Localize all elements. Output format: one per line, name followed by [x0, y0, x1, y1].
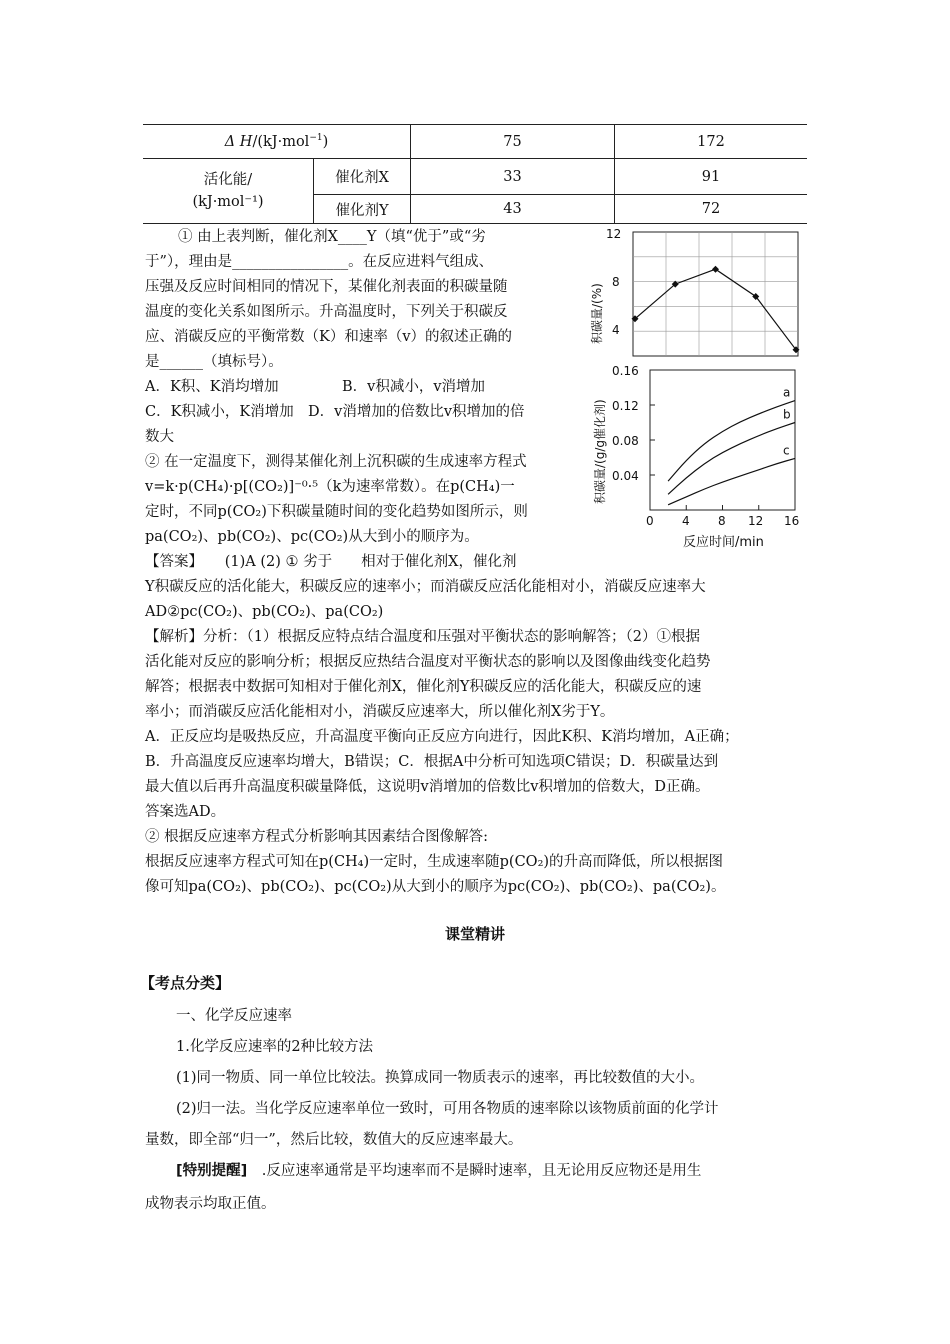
- q1-line: 应、消碳反应的平衡常数（K）和速率（v）的叙述正确的: [145, 329, 513, 345]
- analysis-line: 活化能对反应的影响分析；根据反应热结合温度对平衡状态的影响以及图像曲线变化趋势: [145, 654, 711, 670]
- analysis-line: 【解析】分析：（1）根据反应特点结合温度和压强对平衡状态的影响解答；（2）①根据: [145, 629, 700, 645]
- carbon-vs-temperature-chart: [588, 224, 803, 364]
- series-line-c: [668, 458, 795, 504]
- q1-line: ① 由上表判断，催化剂X____Y（填“优于”或“劣: [178, 229, 486, 245]
- x-tick-label: 16: [784, 514, 800, 528]
- plot-frame: [650, 370, 795, 510]
- answer-line: AD②pc(CO₂)、pb(CO₂)、pa(CO₂): [145, 604, 384, 620]
- series-group: [632, 266, 800, 354]
- q2-line: 定时，不同p(CO₂)下积碳量随时间的变化趋势如图所示，则: [145, 504, 528, 520]
- data-point: [712, 266, 719, 273]
- q2-line: v=k·p(CH₄)·p[(CO₂)]⁻⁰·⁵（k为速率常数）。在p(CH₄)一: [145, 479, 515, 495]
- series-label: c: [783, 443, 790, 458]
- analysis-line: 答案选AD。: [145, 804, 226, 820]
- x-tick-label: 4: [682, 514, 690, 528]
- table-cell: 催化剂Y: [314, 195, 411, 224]
- table-cell: 催化剂X: [314, 159, 411, 195]
- analysis-line: A．正反应均是吸热反应，升高温度平衡向正反应方向进行，因此K积、K消均增加，A正确；: [145, 729, 739, 745]
- analysis-line: 率小；而消碳反应活化能相对小，消碳反应速率大，所以催化剂X劣于Y。: [145, 704, 615, 720]
- x-axis-label: 反应时间/min: [683, 535, 764, 550]
- y-tick-label: 0.12: [612, 399, 639, 413]
- parameter-table: [143, 124, 807, 224]
- paragraph: 量数，即全部“归一”，然后比较，数值大的反应速率最大。: [145, 1132, 523, 1148]
- table-cell: 91: [615, 159, 808, 195]
- paragraph: (2)归一法。当化学反应速率单位一致时，可用各物质的速率除以该物质前面的化学计: [176, 1101, 719, 1117]
- option-a: A．K积、K消均增加: [145, 379, 279, 395]
- table-cell: 172: [615, 125, 808, 159]
- y-tick-label: 0.04: [612, 469, 639, 483]
- series-line-a: [668, 401, 795, 482]
- q1-line: 压强及反应时间相同的情况下，某催化剂表面的积碳量随: [145, 279, 508, 295]
- grid: [633, 232, 798, 356]
- series-label: a: [783, 385, 791, 400]
- table-row: [143, 159, 807, 195]
- answer-line: 【答案】 (1)A (2) ① 劣于 相对于催化剂X，催化剂: [145, 554, 517, 570]
- section-title: 课堂精讲: [444, 925, 505, 943]
- series-line: [635, 269, 796, 350]
- q2-line: ② 在一定温度下，测得某催化剂上沉积碳的生成速率方程式: [145, 454, 527, 470]
- answer-line: Y积碳反应的活化能大，积碳反应的速率小；而消碳反应活化能相对小，消碳反应速率大: [145, 579, 706, 595]
- q2-line: pa(CO₂)、pb(CO₂)、pc(CO₂)从大到小的顺序为。: [145, 529, 479, 545]
- y-tick-label: 0.08: [612, 434, 639, 448]
- table-cell: 75: [411, 125, 615, 159]
- analysis-line: 解答；根据表中数据可知相对于催化剂X，催化剂Y积碳反应的活化能大，积碳反应的速: [145, 679, 702, 695]
- y-tick-label: 12: [606, 227, 622, 241]
- option-d-cont: 数大: [145, 429, 174, 445]
- table-cell: 72: [615, 195, 808, 224]
- analysis-line: ② 根据反应速率方程式分析影响其因素结合图像解答:: [145, 829, 488, 845]
- table-cell: Δ H/(kJ·mol$^{-1}$): [143, 125, 411, 159]
- subheading: 一、化学反应速率: [176, 1008, 292, 1024]
- option-c: C．K积减小，K消增加: [145, 404, 294, 420]
- x-tick-label: 12: [748, 514, 764, 528]
- analysis-line: 像可知pa(CO₂)、pb(CO₂)、pc(CO₂)从大到小的顺序为pc(CO₂)、pb(CO₂)、pa(CO₂)。: [145, 879, 726, 895]
- plot-frame: [633, 232, 798, 356]
- x-tick-label: 8: [718, 514, 726, 528]
- paragraph: (1)同一物质、同一单位比较法。换算成同一物质表示的速率，再比较数值的大小。: [176, 1070, 705, 1086]
- table-cell: 43: [411, 195, 615, 224]
- activation-energy-label: 活化能/: [203, 172, 253, 188]
- subheading: 1.化学反应速率的2种比较方法: [176, 1039, 374, 1055]
- y-axis-label: 积碳量/(%): [590, 283, 604, 344]
- carbon-vs-time-chart: [588, 362, 803, 554]
- series-label: b: [783, 407, 791, 422]
- activation-energy-unit: (kJ·mol⁻¹): [192, 194, 264, 210]
- table-cell: [143, 159, 314, 224]
- q1-line: 于”），理由是________________。在反应进料气组成、: [145, 254, 494, 270]
- option-d: D．v消增加的倍数比v积增加的倍: [308, 404, 525, 420]
- reminder-line: [176, 1161, 701, 1181]
- reminder-line-2: 成物表示均取正值。: [145, 1196, 276, 1212]
- q1-line: 温度的变化关系如图所示。升高温度时，下列关于积碳反: [145, 304, 508, 320]
- y-tick-label: 0.16: [612, 364, 639, 378]
- table-row: [143, 125, 807, 159]
- series-group: [668, 386, 795, 505]
- analysis-line: 根据反应速率方程式可知在p(CH₄)一定时，生成速率随p(CO₂)的升高而降低，所以根据图: [145, 854, 724, 870]
- q1-line: 是______（填标号）。: [145, 354, 283, 370]
- reminder-tag: [特别提醒]: [176, 1163, 248, 1179]
- analysis-line: B．升高温度反应速率均增大，B错误；C．根据A中分析可知选项C错误；D．积碳量达到: [145, 754, 719, 770]
- x-tick-label: 0: [646, 514, 654, 528]
- y-axis-label: 积碳量/(g/g催化剂): [593, 399, 607, 504]
- option-b: B．v积减小，v消增加: [342, 379, 486, 395]
- y-tick-label: 8: [612, 275, 620, 289]
- analysis-line: 最大值以后再升高温度积碳量降低，这说明v消增加的倍数比v积增加的倍数大，D正确。: [145, 779, 710, 795]
- series-line-b: [668, 423, 795, 495]
- y-tick-label: 4: [612, 323, 620, 337]
- table-cell: 33: [411, 159, 615, 195]
- reminder-text: .反应速率通常是平均速率而不是瞬时速率，且无论用反应物还是用生: [247, 1163, 702, 1179]
- category-heading: 【考点分类】: [140, 974, 231, 992]
